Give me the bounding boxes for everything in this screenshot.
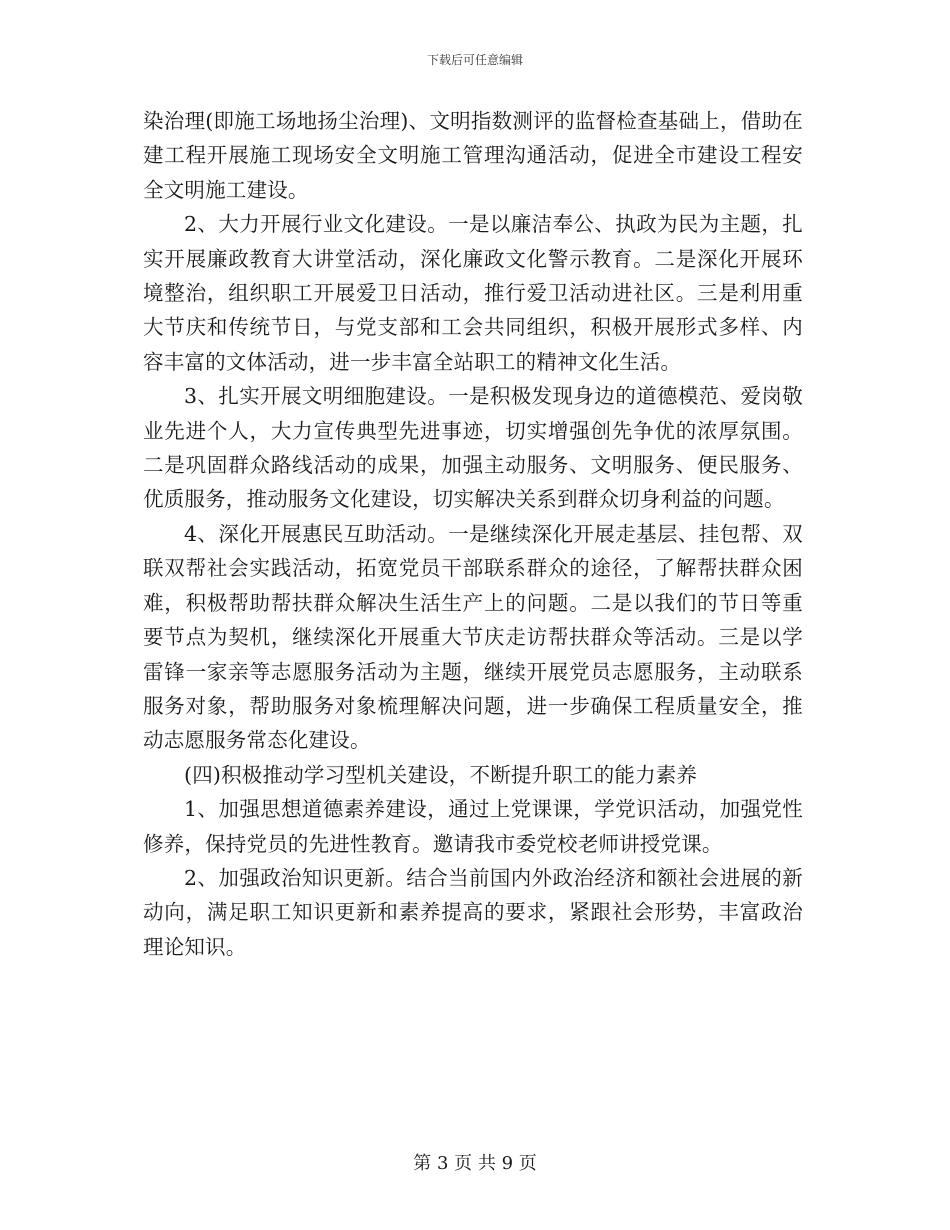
page-number-footer: 第 3 页 共 9 页 [413,1153,537,1174]
paragraph-industry-culture: 2、大力开展行业文化建设。一是以廉洁奉公、执政为民为主题，扎实开展廉政教育大讲堂活动，深化廉政文化警示教育。二是深化开展环境整治，组织职工开展爱卫日活动，推行爱卫活动进社区。三是利用重大节庆和传统节日，与党支部和工会共同组织，积极开展形式多样、内容丰富的文体活动，进一步丰富全站职工的精神文化生活。 [143,212,803,374]
paragraph-civilized-cells: 3、扎实开展文明细胞建设。一是积极发现身边的道德模范、爱岗敬业先进个人，大力宣传典型先进事迹，切实增强创先争优的浓厚氛围。二是巩固群众路线活动的成果，加强主动服务、文明服务、便民服务、优质服务，推动服务文化建设，切实解决关系到群众切身利益的问题。 [143,384,803,512]
paragraph-continued: 染治理(即施工场地扬尘治理)、文明指数测评的监督检查基础上，借助在建工程开展施工现场安全文明施工管理沟通活动，促进全市建设工程安全文明施工建设。 [143,109,803,202]
paragraph-political-knowledge: 2、加强政治知识更新。结合当前国内外政治经济和额社会进展的新动向，满足职工知识更新和素养提高的要求，紧跟社会形势，丰富政治理论知识。 [143,865,803,959]
section-heading-learning: (四)积极推动学习型机关建设，不断提升职工的能力素养 [184,762,698,787]
document-body [143,104,803,964]
paragraph-mutual-aid: 4、深化开展惠民互助活动。一是继续深化开展走基层、挂包帮、双联双帮社会实践活动，拓宽党员干部联系群众的途径，了解帮扶群众困难，积极帮助帮扶群众解决生活生产上的问题。二是以我们的节日等重要节点为契机，继续深化开展重大节庆走访帮扶群众等活动。三是以学雷锋一家亲等志愿服务活动为主题，继续开展党员志愿服务，主动联系服务对象，帮助服务对象梳理解决问题，进一步确保工程质量安全，推动志愿服务常态化建设。 [143,521,803,753]
page-header-note: 下载后可任意编辑 [426,53,523,67]
paragraph-moral-quality: 1、加强思想道德素养建设，通过上党课课，学党识活动，加强党性修养，保持党员的先进性教育。邀请我市委党校老师讲授党课。 [143,797,803,856]
